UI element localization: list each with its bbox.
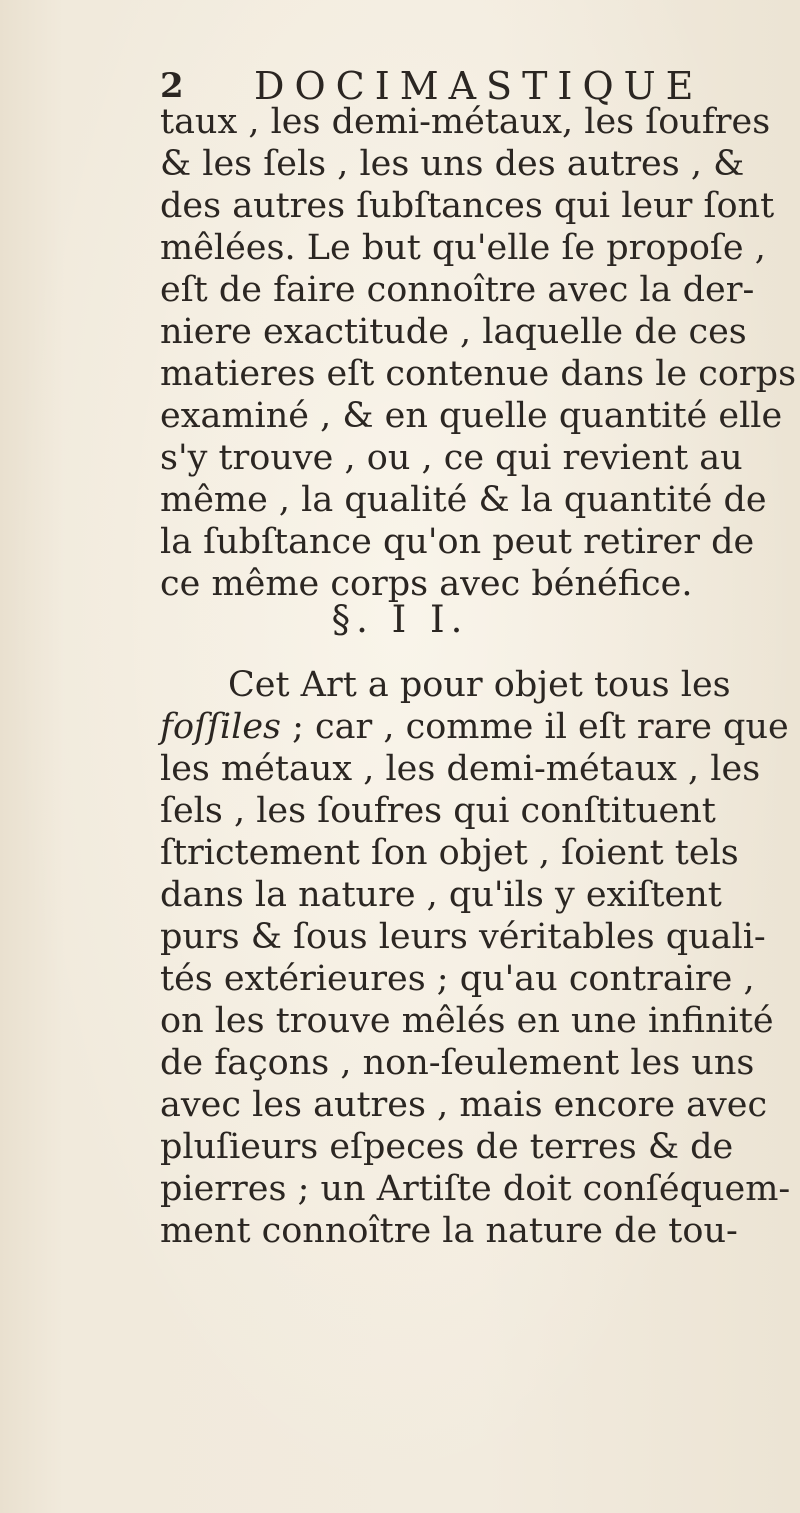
text-line: mêlées. Le but qu'elle ſe propoſe , bbox=[160, 228, 766, 268]
text-line: purs & ſous leurs véritables quali- bbox=[160, 917, 766, 957]
text-line: pierres ; un Artiſte doit conſéquem- bbox=[160, 1169, 791, 1209]
text-line: ce même corps avec bénéfice. bbox=[160, 564, 693, 604]
text-line: Cet Art a pour objet tous les bbox=[228, 665, 731, 705]
text-line: la ſubſtance qu'on peut retirer de bbox=[160, 522, 755, 562]
text-line: avec les autres , mais encore avec bbox=[160, 1085, 768, 1125]
text-line: matieres eſt contenue dans le corps bbox=[160, 354, 797, 394]
text-line: de façons , non-ſeulement les uns bbox=[160, 1043, 755, 1083]
text-line: eſt de faire connoître avec la der- bbox=[160, 270, 755, 310]
text-line: on les trouve mêlés en une infinité bbox=[160, 1001, 774, 1041]
text-line-rest: ; car , comme il eſt rare que bbox=[281, 707, 789, 747]
running-head: DOCIMASTIQUE bbox=[254, 64, 704, 108]
text-line: niere exactitude , laquelle de ces bbox=[160, 312, 747, 352]
text-line: même , la qualité & la quantité de bbox=[160, 480, 767, 520]
text-line: ment connoître la nature de tou- bbox=[160, 1211, 738, 1251]
italic-term: foſſiles bbox=[160, 707, 281, 747]
text-line: des autres ſubſtances qui leur ſont bbox=[160, 186, 775, 226]
text-line: pluſieurs eſpeces de terres & de bbox=[160, 1127, 734, 1167]
text-line: ſels , les ſoufres qui conſtituent bbox=[160, 791, 716, 831]
text-line: tés extérieures ; qu'au contraire , bbox=[160, 959, 755, 999]
text-line: ſtrictement ſon objet , ſoient tels bbox=[160, 833, 739, 873]
text-line: examiné , & en quelle quantité elle bbox=[160, 396, 783, 436]
text-line: les métaux , les demi-métaux , les bbox=[160, 749, 761, 789]
text-line: taux , les demi-métaux, les ſoufres bbox=[160, 102, 771, 142]
paragraph-2 bbox=[160, 664, 800, 1252]
section-heading: §. I I. bbox=[331, 598, 469, 641]
text-line: dans la nature , qu'ils y exiſtent bbox=[160, 875, 722, 915]
page-number: 2 bbox=[160, 66, 184, 106]
text-line: s'y trouve , ou , ce qui revient au bbox=[160, 438, 743, 478]
text-line: & les ſels , les uns des autres , & bbox=[160, 144, 745, 184]
paragraph-1 bbox=[160, 101, 800, 605]
text-line bbox=[160, 706, 800, 748]
